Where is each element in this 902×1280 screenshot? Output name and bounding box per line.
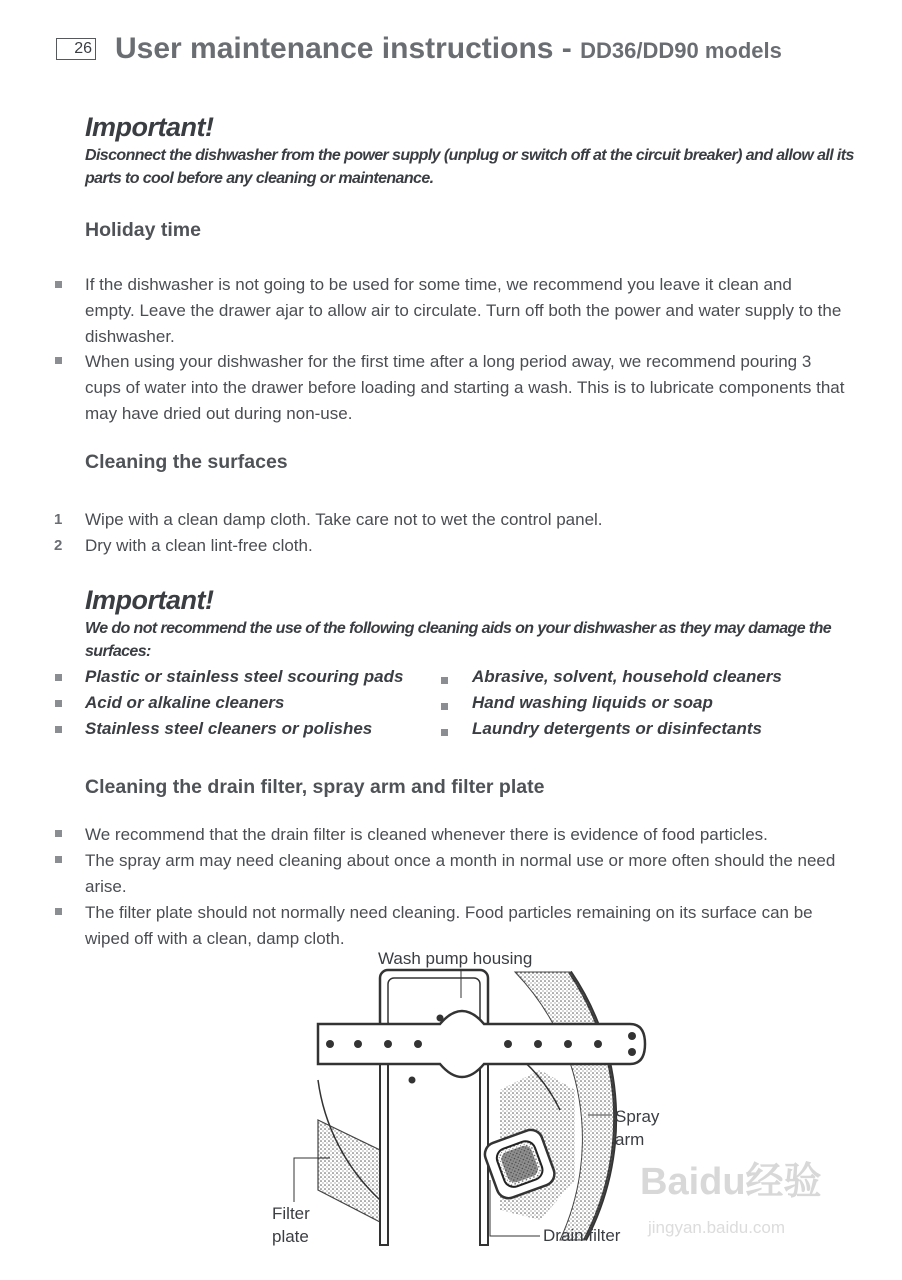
- page-number: 26: [56, 38, 96, 60]
- holiday-item-1: If the dishwasher is not going to be used for some time, we recommend you leave it clean and empty. Leave the drawer ajar to allow air to circulate. Turn off both the power and water supply to the dishwasher.: [85, 275, 842, 346]
- bullet-marker: [55, 281, 62, 288]
- bullet-marker: [55, 726, 62, 733]
- label-spray-line2: arm: [615, 1130, 645, 1149]
- bullet-marker: [55, 856, 62, 863]
- drain-heading: Cleaning the drain filter, spray arm and filter plate: [85, 776, 545, 798]
- step-number-1: 1: [54, 511, 63, 528]
- surfaces-heading: Cleaning the surfaces: [85, 451, 288, 473]
- title-main: User maintenance instructions -: [115, 32, 581, 65]
- holiday-heading: Holiday time: [85, 219, 201, 241]
- bullet-marker: [55, 700, 62, 707]
- watermark-logo: Baidu经验: [640, 1161, 822, 1203]
- bullet-marker: [55, 830, 62, 837]
- aid-right-1: Abrasive, solvent, household cleaners: [472, 667, 782, 686]
- bullet-marker: [55, 674, 62, 681]
- surfaces-step-1: Wipe with a clean damp cloth. Take care not to wet the control panel.: [85, 510, 603, 529]
- aid-left-2: Acid or alkaline cleaners: [85, 693, 285, 712]
- bullet-marker: [55, 357, 62, 364]
- label-filter-line1: Filter: [272, 1204, 310, 1223]
- label-drain-filter: Drain filter: [543, 1226, 621, 1245]
- surfaces-step-2: Dry with a clean lint-free cloth.: [85, 536, 313, 555]
- support-left: [380, 1060, 388, 1245]
- page-header: [56, 32, 876, 76]
- label-wash-pump: Wash pump housing: [378, 949, 533, 968]
- important-text-1: Disconnect the dishwasher from the power supply (unplug or switch off at the circuit breaker) and allow all its parts to cool before any cleaning or maintenance.: [85, 147, 854, 187]
- drain-item-2: The spray arm may need cleaning about once a month in normal use or more often should the need arise.: [85, 851, 836, 896]
- drain-item-3: The filter plate should not normally need cleaning. Food particles remaining on its surface can be wiped off with a clean, damp cloth.: [85, 903, 813, 948]
- label-spray-line1: Spray: [615, 1107, 660, 1126]
- bullet-marker: [441, 729, 448, 736]
- filter-plate-shape: [318, 1120, 380, 1222]
- holiday-item-2: When using your dishwasher for the first time after a long period away, we recommend pouring 3 cups of water into the drawer before loading and starting a wash. This is to lubricate components that may have dried out during non-use.: [85, 352, 845, 423]
- important-text-2: We do not recommend the use of the following cleaning aids on your dishwasher as they may damage the surfaces:: [85, 620, 832, 660]
- aid-right-3: Laundry detergents or disinfectants: [472, 719, 762, 738]
- bullet-marker: [441, 703, 448, 710]
- drain-item-1: We recommend that the drain filter is cleaned whenever there is evidence of food particles.: [85, 825, 768, 844]
- bullet-marker: [55, 908, 62, 915]
- important-title-2: Important!: [85, 585, 214, 615]
- step-number-2: 2: [54, 537, 63, 554]
- important-title-1: Important!: [85, 112, 214, 142]
- aid-right-2: Hand washing liquids or soap: [472, 693, 713, 712]
- aid-left-3: Stainless steel cleaners or polishes: [85, 719, 373, 738]
- aid-left-1: Plastic or stainless steel scouring pads: [85, 667, 404, 686]
- bullet-marker: [441, 677, 448, 684]
- title-models: DD36/DD90 models: [580, 38, 782, 63]
- page-title: [115, 32, 782, 66]
- label-filter-line2: plate: [272, 1227, 309, 1246]
- watermark-url: jingyan.baidu.com: [648, 1218, 786, 1237]
